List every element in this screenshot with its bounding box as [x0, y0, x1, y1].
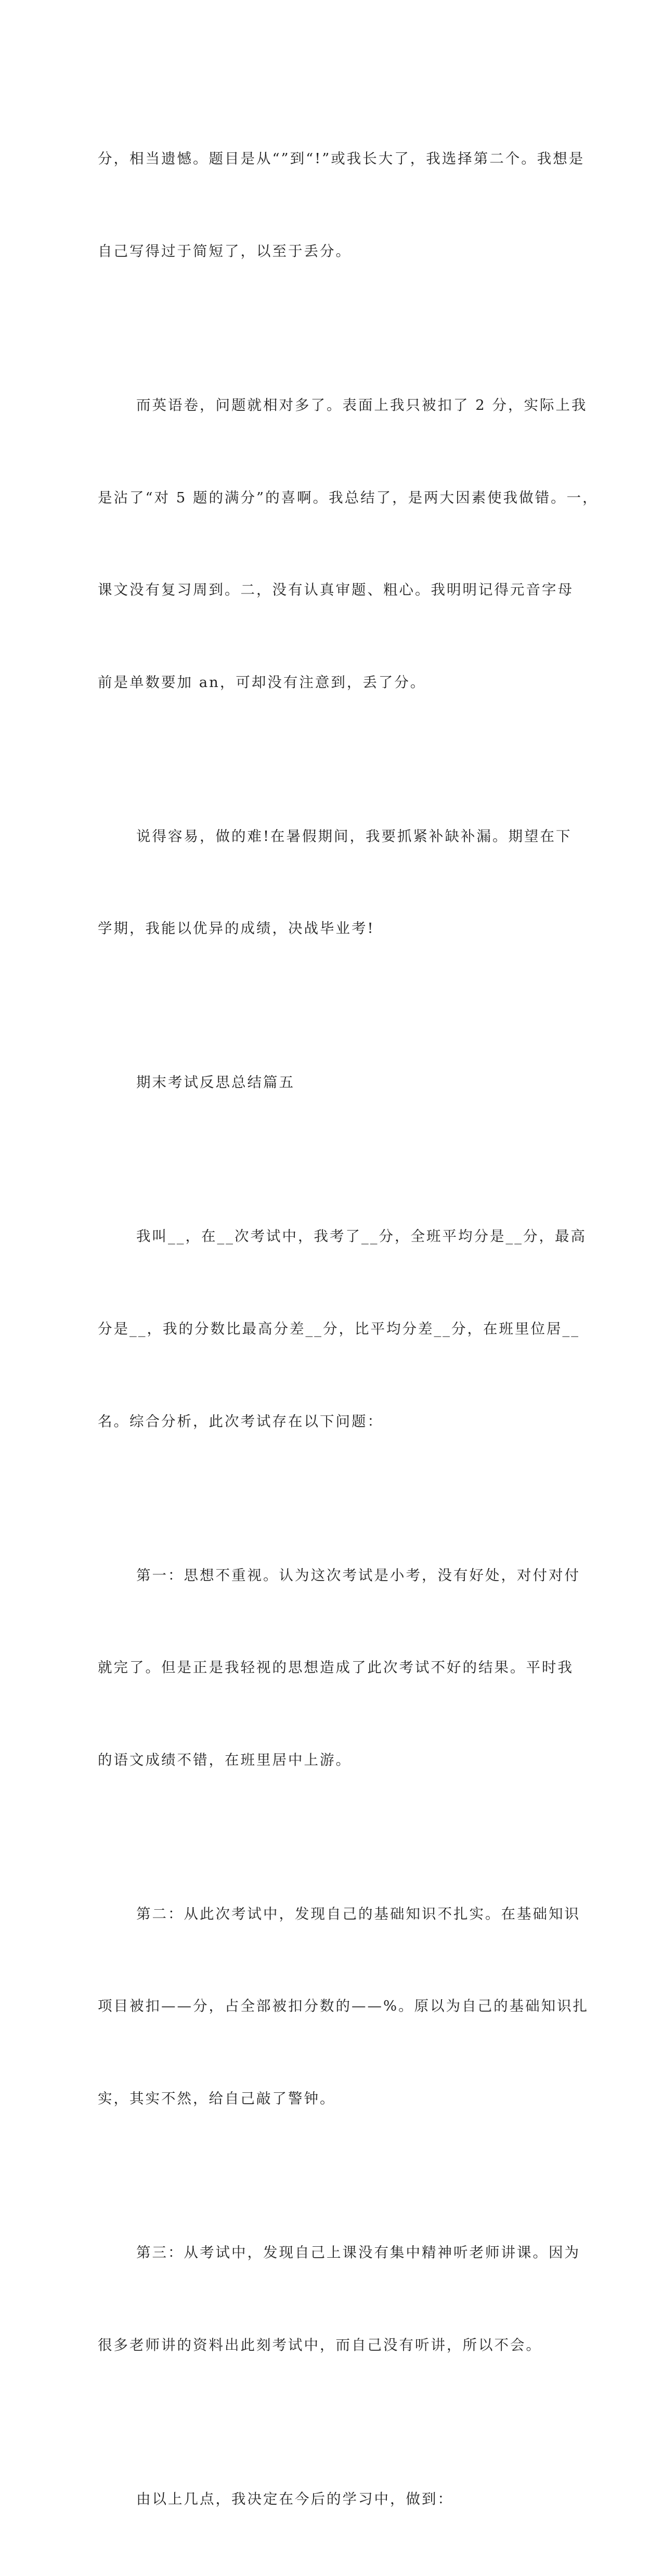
paragraph-8	[98, 2422, 555, 2576]
paragraph-5	[98, 1498, 580, 1837]
text-line: 实，其实不然，给自己敲了警钟。	[98, 2090, 336, 2107]
text-line: 第三：从考试中，发现自己上课没有集中精神听老师讲课。因为	[136, 2244, 580, 2261]
text-line: 名。综合分析，此次考试存在以下问题：	[98, 1413, 383, 1430]
text-line: 课文没有复习周到。二，没有认真审题、粗心。我明明记得元音字母	[98, 581, 574, 599]
text-line: 由以上几点，我决定在今后的学习中，做到：	[136, 2490, 453, 2507]
text-line: 是沾了“对 5 题的满分”的喜啊。我总结了，是两大因素使我做错。一，	[98, 489, 599, 506]
document-body	[98, 82, 599, 2576]
text-line: 分是__，我的分数比最高分差__分，比平均分差__分，在班里位居__	[98, 1320, 580, 1337]
text-line: 很多老师讲的资料出此刻考试中，而自己没有听讲，所以不会。	[98, 2336, 542, 2353]
paragraph-6	[98, 1837, 589, 2176]
section-heading	[98, 1006, 555, 1160]
text-line: 自己写得过于简短了，以至于丢分。	[98, 243, 352, 260]
text-line: 的语文成绩不错，在班里居中上游。	[98, 1751, 352, 1768]
text-line: 而英语卷，问题就相对多了。表面上我只被扣了 2 分，实际上我	[136, 397, 588, 413]
text-line: 我叫__，在__次考试中，我考了__分，全班平均分是__分，最高	[136, 1228, 587, 1245]
text-line: 第一：思想不重视。认为这次考试是小考，没有好处，对付对付	[136, 1567, 580, 1584]
paragraph-4	[98, 1160, 587, 1498]
paragraph-1	[98, 82, 585, 329]
text-line: 项目被扣——分，占全部被扣分数的——%。原以为自己的基础知识扎	[98, 1998, 589, 2015]
text-line: 说得容易，做的难!在暑假期间，我要抓紧补缺补漏。期望在下	[136, 827, 572, 845]
text-line: 学期，我能以优异的成绩，决战毕业考!	[98, 920, 375, 937]
text-line: 第二：从此次考试中，发现自己的基础知识不扎实。在基础知识	[136, 1905, 580, 1922]
text-line: 就完了。但是正是我轻视的思想造成了此次考试不好的结果。平时我	[98, 1659, 574, 1676]
heading-text: 期末考试反思总结篇五	[136, 1074, 295, 1091]
paragraph-3	[98, 759, 572, 1006]
text-line: 分，相当遗憾。题目是从“”到“!”或我长大了，我选择第二个。我想是	[98, 150, 585, 167]
text-line: 前是单数要加 an，可却没有注意到，丢了分。	[98, 674, 426, 691]
paragraph-7	[98, 2176, 580, 2423]
paragraph-2	[98, 329, 599, 760]
